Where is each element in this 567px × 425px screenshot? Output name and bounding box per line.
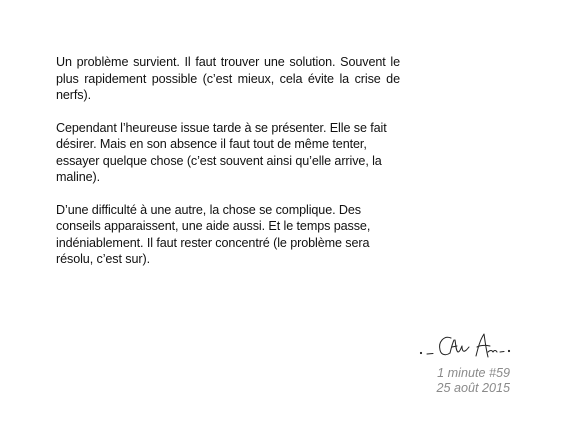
paragraph-3: D’une difficulté à une autre, la chose se complique. Des conseils apparaissent, une aide aussi. Et le temps passe, indéniablement. Il faut rester concentré (le problème sera résolu, c’est sur). (56, 202, 371, 266)
entry-label: 1 minute #59 (437, 366, 510, 380)
paragraph-2: Cependant l’heureuse issue tarde à se présenter. Elle se fait désirer. Mais en son absence il faut tout de même tenter, essayer quelque chose (c’est souvent ainsi qu’elle arrive, la maline). (56, 120, 387, 184)
text-body (56, 54, 400, 284)
entry-date: 25 août 2015 (436, 381, 510, 395)
entry-meta (436, 366, 510, 396)
paragraph-1: Un problème survient. Il faut trouver une solution. Souvent le plus rapidement possible (c’est mieux, cela évite la crise de nerfs). (56, 55, 400, 102)
handwritten-signature (418, 330, 518, 364)
